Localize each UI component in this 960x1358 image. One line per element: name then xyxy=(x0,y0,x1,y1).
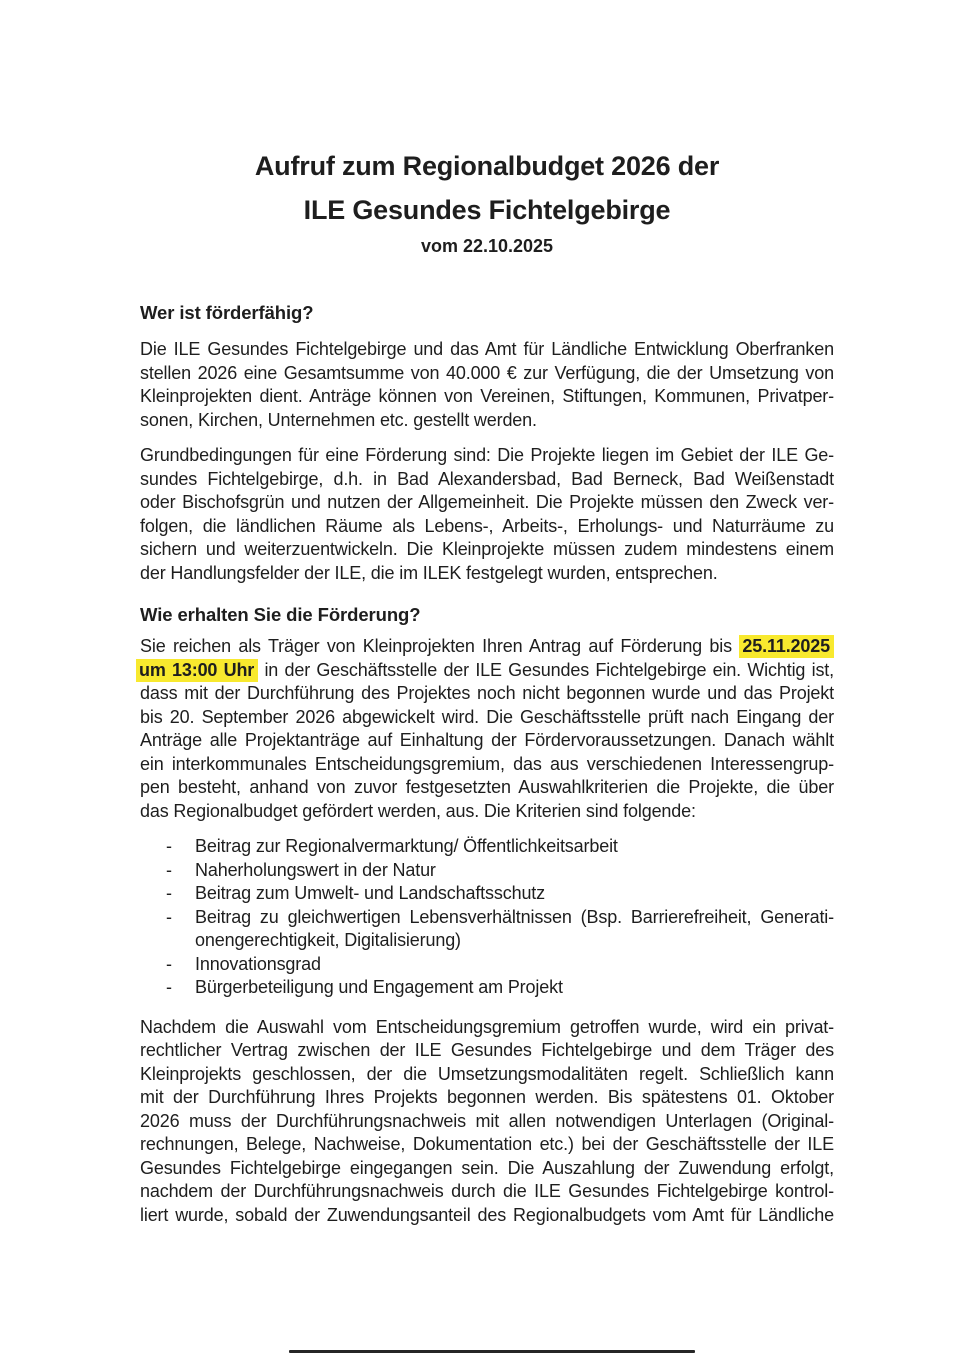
paragraph-line: 2026 muss der Durchführungsnachweis mit allen notwendigen Unterlagen (Original- xyxy=(140,1110,834,1131)
list-item-label: Bürgerbeteiligung und Engagement am Projekt xyxy=(195,977,563,997)
paragraph-line: Grundbedingungen für eine Förderung sind: Die Projekte liegen im Gebiet der ILE Ge- xyxy=(140,445,834,465)
bullet-dash: - xyxy=(166,836,172,856)
section-heading-funding: Wie erhalten Sie die Förderung? xyxy=(140,604,421,625)
deadline-line-text: Sie reichen als Träger von Kleinprojekten Ihren Antrag auf Förderung bis xyxy=(140,636,740,656)
paragraph-line: Gesundes Fichtelgebirge eingegangen sein. Die Auszahlung der Zuwendung erfolgt, xyxy=(140,1157,834,1178)
paragraph-line: Kleinprojekts geschlossen, der die Umsetzungsmodalitäten regelt. Schließlich kann xyxy=(140,1063,834,1084)
paragraph-line-with-time xyxy=(140,659,834,683)
list-item xyxy=(140,882,834,906)
paragraph-line: Anträge alle Projektanträge auf Einhaltung der Fördervoraussetzungen. Danach wählt xyxy=(140,730,834,750)
list-item-label xyxy=(195,906,834,953)
paragraph-line: pen besteht, anhand von zuvor festgesetzten Auswahlkriterien die Projekte, die über xyxy=(140,777,834,797)
section-heading-eligibility: Wer ist förderfähig? xyxy=(140,302,314,323)
paragraph-line: nachdem der Durchführungsnachweis durch die ILE Gesundes Fichtelgebirge kontrol- xyxy=(140,1181,834,1201)
paragraph-line: liert wurde, sobald der Zuwendungsanteil des Regionalbudgets vom Amt für Ländliche xyxy=(140,1204,834,1225)
paragraph-line: Kleinprojekten dient. Anträge können von Vereinen, Stiftungen, Kommunen, Privatper- xyxy=(140,386,834,406)
list-item-label: Beitrag zum Umwelt- und Landschaftsschutz xyxy=(195,883,546,903)
list-item-label: Naherholungswert in der Natur xyxy=(195,859,436,880)
paragraph-line: das Regionalbudget gefördert werden, aus. Die Kriterien sind folgende: xyxy=(140,800,696,821)
paragraph-funding-1 xyxy=(140,635,834,823)
paragraph-line: Die ILE Gesundes Fichtelgebirge und das Amt für Ländliche Entwicklung Oberfranken xyxy=(140,339,834,359)
paragraph-line: folgen, die ländlichen Räume als Lebens-, Arbeits-, Erholungs- und Naturräume zu xyxy=(140,515,834,536)
bullet-dash: - xyxy=(166,977,172,997)
paragraph-line-with-deadline xyxy=(140,635,834,659)
list-item xyxy=(140,953,834,977)
paragraph-line: bis 20. September 2026 abgewickelt wird. Die Geschäftsstelle prüft nach Eingang der xyxy=(140,706,834,727)
paragraph-line: sundes Fichtelgebirge, d.h. in Bad Alexandersbad, Bad Berneck, Bad Weißenstadt xyxy=(140,468,834,489)
paragraph-line: der Handlungsfelder der ILE, die im ILEK festgelegt wurden, entsprechen. xyxy=(140,562,718,583)
bullet-dash: - xyxy=(166,906,172,927)
paragraph-line: stellen 2026 eine Gesamtsumme von 40.000 € zur Verfügung, die der Umsetzung von xyxy=(140,362,834,383)
paragraph-eligibility-2 xyxy=(140,444,834,585)
list-item xyxy=(140,906,834,953)
document-date: vom 22.10.2025 xyxy=(420,236,554,256)
paragraph-line: sichern und weiterzuentwickeln. Die Kleinprojekte müssen zudem mindestens einem xyxy=(140,539,834,559)
scan-edge-artifact xyxy=(289,1350,695,1353)
paragraph-line: rechnungen, Belege, Nachweise, Dokumentation etc.) bei der Geschäftsstelle der ILE xyxy=(140,1134,834,1154)
paragraph-line: Nachdem die Auswahl vom Entscheidungsgremium getroffen wurde, wird ein privat- xyxy=(140,1016,834,1037)
paragraph-line: mit der Durchführung Ihres Projekts begonnen werden. Bis spätestens 01. Oktober xyxy=(140,1087,834,1107)
paragraph-line: oder Bischofsgrün und nutzen der Allgemeinheit. Die Projekte müssen den Zweck ver- xyxy=(140,492,834,512)
bullet-dash: - xyxy=(166,859,172,880)
list-item-label: Beitrag zur Regionalvermarktung/ Öffentlichkeitsarbeit xyxy=(195,836,618,856)
time-line-text: in der Geschäftsstelle der ILE Gesundes Fichtelgebirge ein. Wichtig ist, xyxy=(258,659,834,680)
document-title-line1: Aufruf zum Regionalbudget 2026 der xyxy=(254,151,720,181)
document-title-line2: ILE Gesundes Fichtelgebirge xyxy=(303,195,671,225)
list-item-line: Beitrag zu gleichwertigen Lebensverhältnissen (Bsp. Barrierefreiheit, Generati- xyxy=(195,906,834,927)
list-item xyxy=(140,859,834,883)
paragraph-line: ein interkommunales Entscheidungsgremium, das aus verschiedenen Interessengrup- xyxy=(140,753,834,774)
document-content xyxy=(140,0,834,1227)
deadline-time-highlight: um 13:00 Uhr xyxy=(136,659,258,682)
list-item xyxy=(140,976,834,1000)
deadline-date-highlight: 25.11.2025 xyxy=(739,635,834,658)
paragraph-eligibility-1 xyxy=(140,338,834,432)
paragraph-line: dass mit der Durchführung des Projektes noch nicht begonnen wurde und das Projekt xyxy=(140,683,834,703)
bullet-dash: - xyxy=(166,953,172,974)
list-item-label: Innovationsgrad xyxy=(195,953,321,974)
criteria-list xyxy=(140,835,834,1000)
list-item xyxy=(140,835,834,859)
list-item-line: onengerechtigkeit, Digitalisierung) xyxy=(195,930,461,950)
paragraph-line: rechtlicher Vertrag zwischen der ILE Gesundes Fichtelgebirge und dem Träger des xyxy=(140,1040,834,1060)
paragraph-line: sonen, Kirchen, Unternehmen etc. gestellt werden. xyxy=(140,409,537,430)
paragraph-funding-2 xyxy=(140,1016,834,1228)
bullet-dash: - xyxy=(166,883,172,903)
